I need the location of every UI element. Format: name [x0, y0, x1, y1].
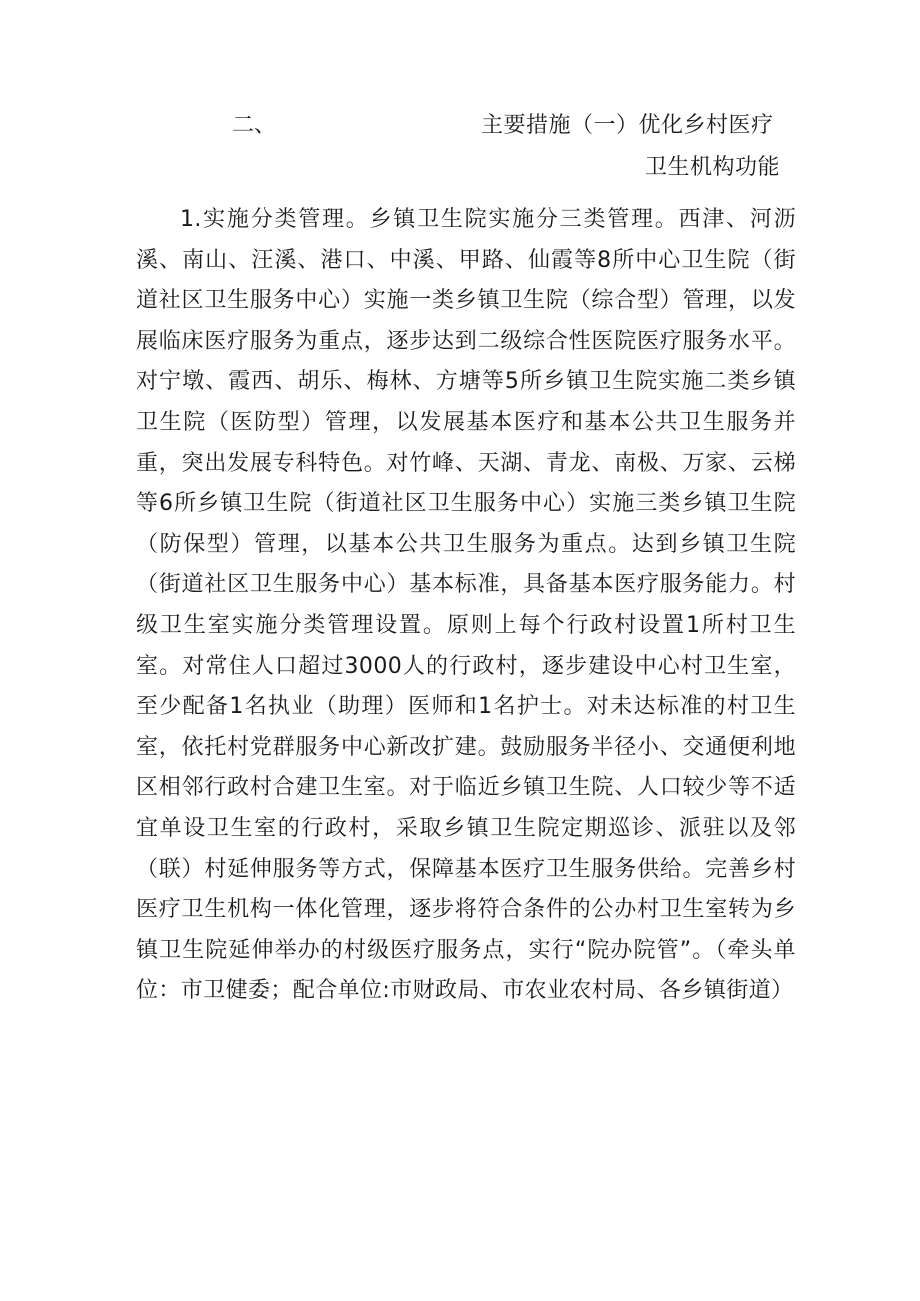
- body-paragraph: 1.实施分类管理。乡镇卫生院实施分三类管理。西津、河沥溪、南山、汪溪、港口、中溪、甲路、仙霞等8所中心卫生院（街道社区卫生服务中心）实施一类乡镇卫生院（综合型）管理，以发展临床医疗服务为重点，逐步达到二级综合性医院医疗服务水平。对宁墩、霞西、胡乐、梅林、方塘等5所乡镇卫生院实施二类乡镇卫生院（医防型）管理，以发展基本医疗和基本公共卫生服务并重，突出发展专科特色。对竹峰、天湖、青龙、南极、万家、云梯等6所乡镇卫生院（街道社区卫生服务中心）实施三类乡镇卫生院（防保型）管理，以基本公共卫生服务为重点。达到乡镇卫生院（街道社区卫生服务中心）基本标准，具备基本医疗服务能力。村级卫生室实施分类管理设置。原则上每个行政村设置1所村卫生室。对常住人口超过3000人的行政村，逐步建设中心村卫生室，至少配备1名执业（助理）医师和1名护士。对未达标准的村卫生室，依托村党群服务中心新改扩建。鼓励服务半径小、交通便利地区相邻行政村合建卫生室。对于临近乡镇卫生院、人口较少等不适宜单设卫生室的行政村，采取乡镇卫生院定期巡诊、派驻以及邻（联）村延伸服务等方式，保障基本医疗卫生服务供给。完善乡村医疗卫生机构一体化管理，逐步将符合条件的公办村卫生室转为乡镇卫生院延伸举办的村级医疗服务点，实行“院办院管”。（牵头单位：市卫健委；配合单位:市财政局、市农业农村局、各乡镇街道）: [136, 207, 796, 1004]
- section-heading: [0, 108, 920, 144]
- section-heading-text: 主要措施（一）优化乡村医疗: [481, 113, 774, 138]
- section-heading-continuation: 卫生机构功能: [645, 155, 781, 180]
- section-number: 二、: [232, 113, 277, 138]
